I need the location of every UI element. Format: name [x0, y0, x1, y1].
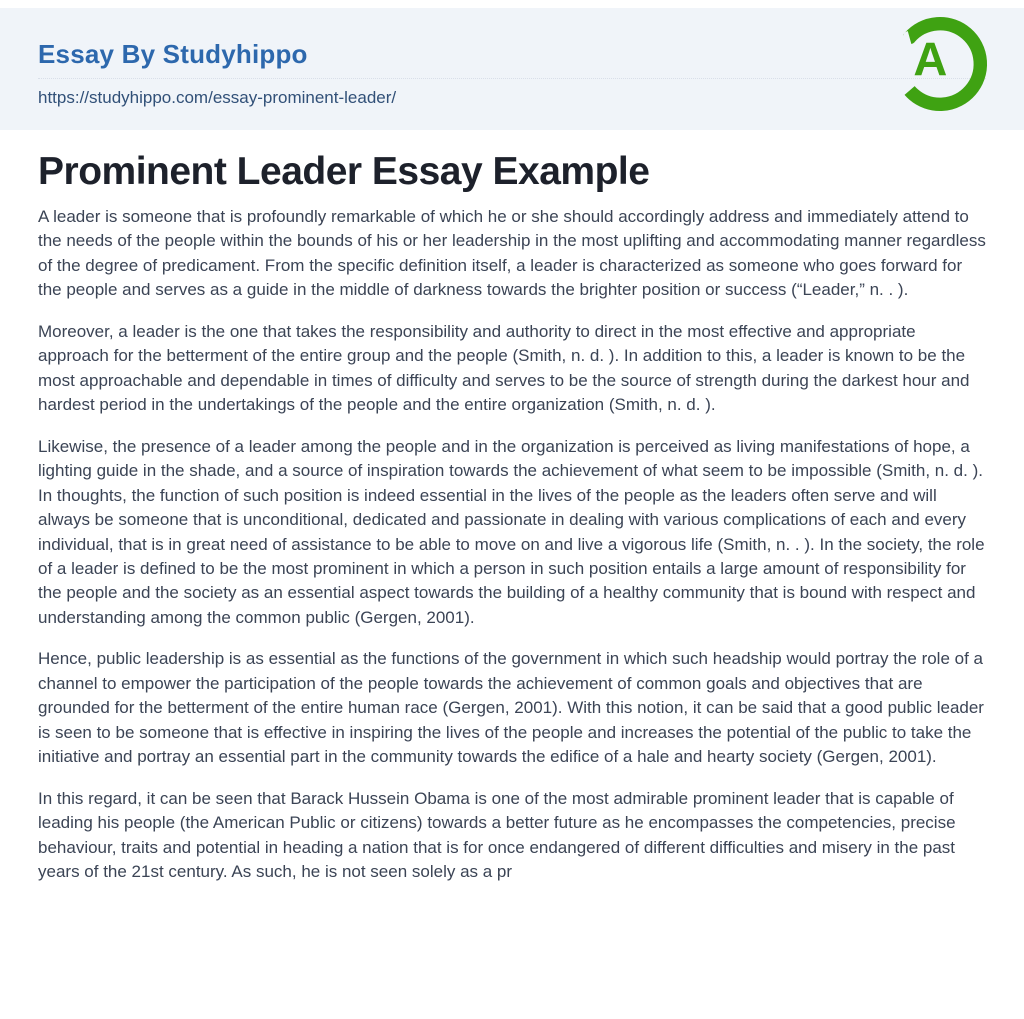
site-header	[0, 8, 1024, 130]
logo-arc-icon	[892, 16, 988, 112]
site-title: Essay By Studyhippo	[38, 39, 308, 69]
page-url-link[interactable]: https://studyhippo.com/essay-prominent-leader/	[38, 87, 397, 107]
essay-paragraph-5: In this regard, it can be seen that Barack Hussein Obama is one of the most admirable prominent leader that is capable of leading his people (the American Public or citizens) towards a better future as he encompasses the competencies, precise behaviour, traits and potential in heading a nation that is for once endangered of different difficulties and misery in the past years of the 21st century. As such, he is not seen solely as a pr	[38, 788, 956, 882]
studyhippo-logo	[892, 16, 988, 112]
essay-paragraph-3: Likewise, the presence of a leader among the people and in the organization is perceived as living manifestations of hope, a lighting guide in the shade, and a source of inspiration towards the achievement of what seem to be impossible (Smith, n. d. ). In thoughts, the function of such position is indeed essential in the lives of the people as the leaders often serve and will always be someone that is unconditional, dedicated and passionate in dealing with various complications of each and every individual, that is in great need of assistance to be able to move on and live a vigorous life (Smith, n. . ). In the society, the role of a leader is defined to be the most prominent in which a person in such position entails a large amount of responsibility for the people and the society as an essential aspect towards the building of a healthy community that is bound with respect and understanding among the common public (Gergen, 2001).	[38, 436, 985, 627]
essay-paragraph-4: Hence, public leadership is as essential as the functions of the government in which such headship would portray the role of a channel to empower the participation of the people towards the achievement of common goals and objectives that are grounded for the betterment of the entire human race (Gergen, 2001). With this notion, it can be said that a good public leader is seen to be someone that is effective in inspiring the lives of the people and increases the potential of the public to take the initiative and portray an essential part in the community towards the edifice of a hale and hearty society (Gergen, 2001).	[38, 649, 984, 767]
header-divider	[38, 78, 986, 79]
essay-paragraph-2: Moreover, a leader is the one that takes the responsibility and authority to direct in the most effective and appropriate approach for the betterment of the entire group and the people (Smith, n. d. ). In addition to this, a leader is known to be the most approachable and dependable in times of difficulty and serves to be the source of strength during the darkest hour and hardest period in the undertakings of the people and the entire organization (Smith, n. d. ).	[38, 321, 970, 415]
essay-article	[0, 151, 1024, 885]
logo-letter: A	[913, 32, 948, 86]
article-title: Prominent Leader Essay Example	[38, 150, 650, 193]
essay-paragraph-1: A leader is someone that is profoundly remarkable of which he or she should accordingly address and immediately attend to the needs of the people within the bounds of his or her leadership in the most uplifting and accommodating manner regardless of the degree of predicament. From the specific definition itself, a leader is characterized as someone who goes forward for the people and serves as a guide in the middle of darkness towards the brighter position or success (“Leader,” n. . ).	[38, 206, 986, 300]
